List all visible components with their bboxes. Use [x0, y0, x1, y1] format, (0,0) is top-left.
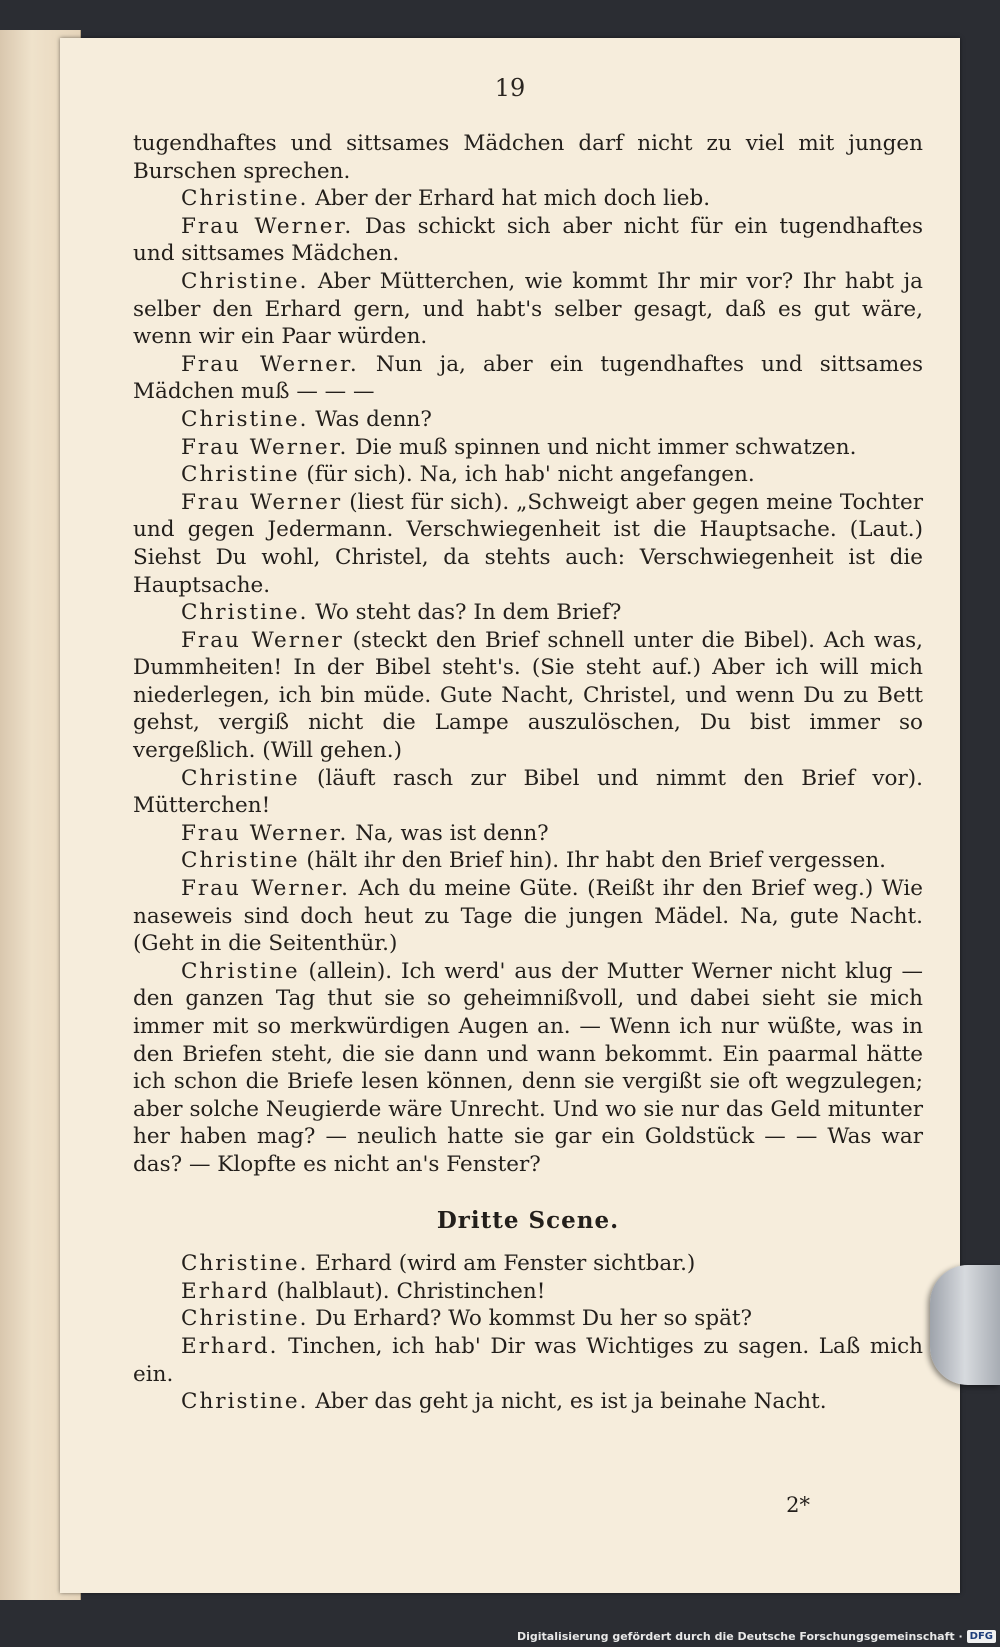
- paragraph-text: Aber der Erhard hat mich doch lieb.: [308, 186, 711, 212]
- speaker-name: Frau Werner.: [181, 434, 349, 460]
- speaker-name: Frau Werner: [181, 489, 343, 515]
- paragraph-text: (für sich). Na, ich hab' nicht angefangen.: [299, 462, 755, 488]
- paragraph-text: (steckt den Brief schnell unter die Bibel). Ach was, Dummheiten! In der Bibel steht's. (Sie steht auf.) Aber ich will mich niederlegen, ich bin müde. Gute Nacht, Christel, und wenn Du zu Bett gehst, vergiß nicht die Lampe auszulöschen, Du bist immer so vergeßlich. (Will gehen.): [133, 627, 924, 764]
- paragraph: [133, 351, 923, 406]
- paragraph: [133, 406, 923, 434]
- speaker-name: Frau Werner: [181, 627, 344, 653]
- paragraph: [133, 213, 923, 268]
- paragraph: [133, 130, 923, 185]
- speaker-name: Christine.: [181, 406, 309, 432]
- footer-credit: [517, 1630, 996, 1643]
- paragraph: [133, 185, 923, 213]
- book-page: [60, 38, 960, 1593]
- dialogue-block-1: [133, 130, 923, 1179]
- speaker-name: Christine: [181, 958, 300, 984]
- page-text: [133, 130, 923, 1416]
- paragraph: [133, 875, 923, 958]
- speaker-name: Christine.: [181, 1251, 309, 1277]
- paragraph: [133, 1305, 923, 1333]
- signature-mark: 2*: [786, 1493, 810, 1517]
- paragraph: [133, 434, 923, 462]
- paragraph-text: Das schickt sich aber nicht für ein tugendhaftes und sittsames Mädchen.: [133, 213, 923, 267]
- paragraph-text: tugendhaftes und sittsames Mädchen darf nicht zu viel mit jungen Burschen sprechen.: [133, 131, 923, 184]
- paragraph-text: Was denn?: [308, 406, 432, 432]
- paragraph: [133, 1388, 923, 1416]
- scene-heading: Dritte Scene.: [436, 1206, 620, 1234]
- speaker-name: Christine.: [181, 600, 309, 626]
- paragraph: [133, 958, 923, 1179]
- paragraph-text: Aber das geht ja nicht, es ist ja beinahe Nacht.: [308, 1389, 827, 1415]
- speaker-name: Christine: [181, 765, 300, 791]
- paragraph-text: Nun ja, aber ein tugendhaftes und sittsames Mädchen muß — — —: [133, 351, 923, 405]
- paragraph-text: (liest für sich). „Schweigt aber gegen meine Tochter und gegen Jedermann. Verschwiegenheit ist die Hauptsache. (Laut.) Siehst Du wohl, Christel, da stehts auch: Verschwiegenheit ist die Hauptsache.: [133, 489, 923, 598]
- speaker-name: Frau Werner.: [181, 876, 350, 902]
- speaker-name: Christine: [181, 462, 300, 488]
- paragraph: [133, 765, 923, 820]
- paragraph: [133, 268, 923, 351]
- paragraph-text: (läuft rasch zur Bibel und nimmt den Brief vor). Mütterchen!: [133, 765, 923, 819]
- paragraph-text: Wo steht das? In dem Brief?: [308, 600, 622, 626]
- dfg-logo: DFG: [967, 1630, 996, 1643]
- paragraph: [133, 1250, 923, 1278]
- page-clip: [930, 1265, 1000, 1385]
- speaker-name: Erhard.: [181, 1333, 279, 1359]
- paragraph: [133, 599, 923, 627]
- paragraph: [133, 461, 923, 489]
- speaker-name: Christine.: [181, 186, 309, 212]
- paragraph: [133, 627, 923, 765]
- paragraph: [133, 820, 923, 848]
- paragraph: [133, 847, 923, 875]
- paragraph: [133, 489, 923, 599]
- speaker-name: Erhard: [181, 1278, 270, 1304]
- page-number: 19: [494, 74, 526, 102]
- speaker-name: Christine.: [181, 268, 309, 294]
- paragraph-text: Ach du meine Güte. (Reißt ihr den Brief weg.) Wie naseweis sind doch heut zu Tage die jungen Mädel. Na, gute Nacht. (Geht in die Seitenthür.): [133, 876, 923, 957]
- paragraph-text: Die muß spinnen und nicht immer schwatzen.: [348, 434, 857, 460]
- paragraph-text: Erhard (wird am Fenster sichtbar.): [308, 1251, 696, 1277]
- speaker-name: Christine: [181, 848, 300, 874]
- paragraph-text: (hält ihr den Brief hin). Ihr habt den Brief vergessen.: [299, 848, 887, 874]
- paragraph-text: (halblaut). Christinchen!: [269, 1278, 546, 1304]
- speaker-name: Christine.: [181, 1389, 309, 1415]
- paragraph-text: Aber Mütterchen, wie kommt Ihr mir vor? Ihr habt ja selber den Erhard gern, und habt's selber gesagt, daß es gut wäre, wenn wir ein Paar würden.: [133, 268, 923, 350]
- speaker-name: Christine.: [181, 1306, 309, 1332]
- paragraph: [133, 1333, 923, 1388]
- speaker-name: Frau Werner.: [181, 213, 354, 239]
- speaker-name: Frau Werner.: [181, 820, 349, 846]
- paragraph-text: Du Erhard? Wo kommst Du her so spät?: [308, 1306, 753, 1332]
- paragraph: [133, 1278, 923, 1306]
- paragraph-text: (allein). Ich werd' aus der Mutter Werner nicht klug — den ganzen Tag thut sie so geheimnißvoll, und dabei sieht sie mich immer mit so merkwürdigen Augen an. — Wenn ich nur wüßte, was in den Briefen steht, die sie dann und wann bekommt. Ein paarmal hätte ich schon die Briefe lesen können, denn sie vergißt sie oft wegzulegen; aber solche Neugierde wäre Unrecht. Und wo sie nur das Geld mitunter her haben mag? — neulich hatte sie gar ein Goldstück — — Was war das? — Klopfte es nicht an's Fenster?: [133, 958, 923, 1177]
- footer-text: Digitalisierung gefördert durch die Deutsche Forschungsgemeinschaft ·: [516, 1630, 963, 1643]
- dialogue-block-2: [133, 1250, 923, 1416]
- speaker-name: Frau Werner.: [181, 351, 359, 377]
- paragraph-text: Tinchen, ich hab' Dir was Wichtiges zu sagen. Laß mich ein.: [133, 1333, 923, 1387]
- paragraph-text: Na, was ist denn?: [348, 820, 549, 846]
